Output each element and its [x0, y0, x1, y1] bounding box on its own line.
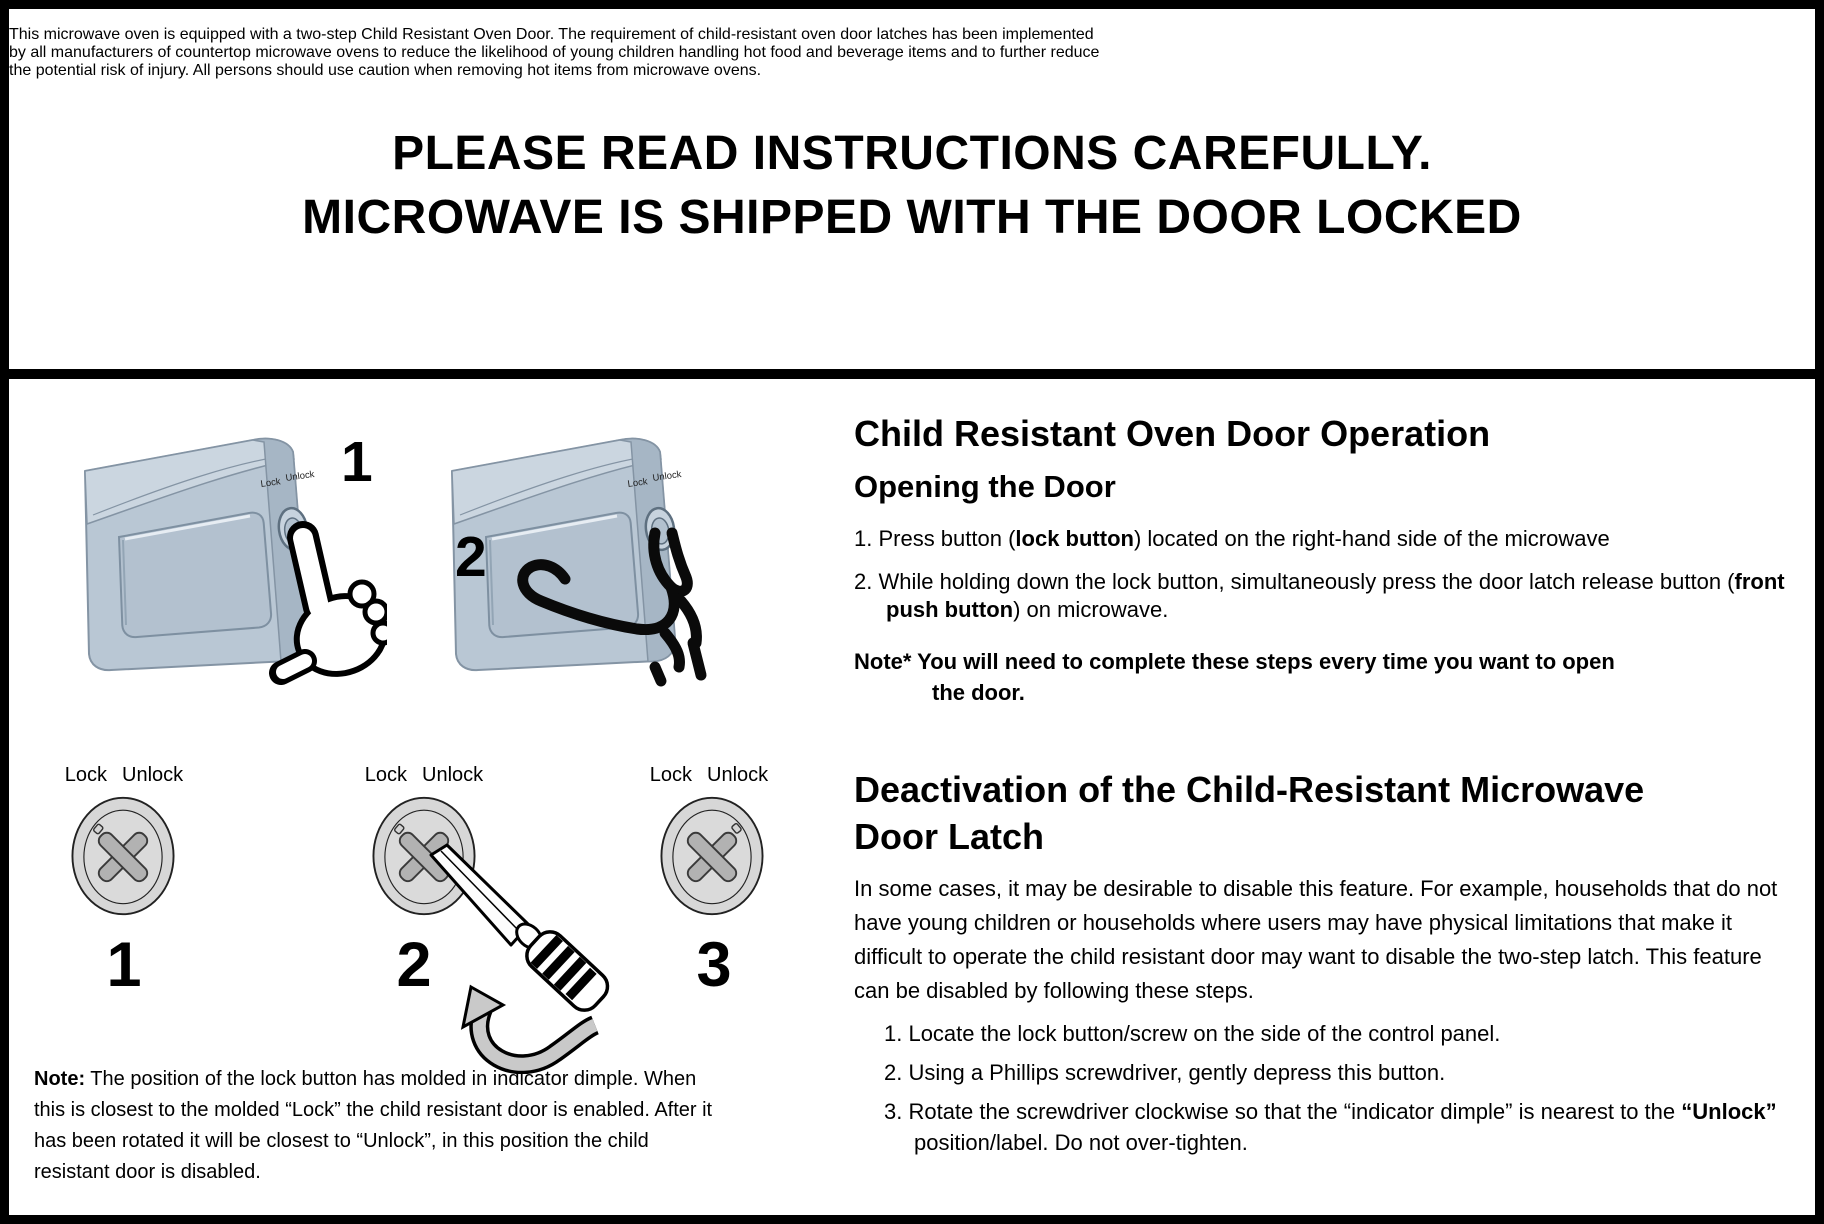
opening-step-1-text: 1. Press button ( [854, 526, 1016, 551]
operation-note-line-1: Note* You will need to complete these steps every time you want to open [854, 649, 1615, 674]
deactivation-title-line-2: Door Latch [854, 816, 1045, 857]
deactivation-paragraph: In some cases, it may be desirable to disable this feature. For example, households that do not have young children or households where users may have physical limitations that make it difficult to operate the child resistant door may want to disable the two-step latch. This feature can be disabled by following these steps. [854, 876, 1778, 1003]
operation-note-line-2: the door. [932, 680, 1025, 705]
dial-3-labels [624, 764, 794, 787]
lock-dial-figure-1 [61, 793, 185, 919]
deactivation-step-1-text: 1. Locate the lock button/screw on the side of the control panel. [884, 1021, 1501, 1046]
deactivation-step-2 [854, 1057, 1785, 1088]
operation-title: Child Resistant Oven Door Operation [854, 413, 1491, 454]
opening-step-2-bold: front push button [886, 569, 1785, 622]
dial-1-unlock-label: Unlock [122, 764, 184, 786]
dial-note-text: The position of the lock button has molded in indicator dimple. When this is closest to the molded “Lock” the child resistant door is enabled. After it has been rotated it will be closest to “Unlock”, in this position the child resistant door is disabled. [34, 1068, 713, 1183]
opening-step-1 [854, 525, 1785, 553]
side-label-lock: Lock [626, 476, 649, 490]
dial-1-lock-label: Lock [64, 764, 108, 786]
microwave-illustration-1 [57, 407, 387, 687]
press-step-number-1: 1 [341, 430, 373, 494]
lock-dial-figure-3 [650, 793, 774, 919]
dial-1-labels [39, 764, 209, 787]
dial-note-label: Note: [34, 1068, 86, 1090]
deactivation-step-3-bold: “Unlock” [1681, 1099, 1777, 1124]
content-area [9, 379, 1815, 1205]
opening-step-1-post: ) located on the right-hand side of the microwave [1133, 526, 1610, 551]
lock-dial-icon [61, 793, 185, 919]
dial-step-number-2: 2 [396, 930, 432, 1000]
opening-step-2-post: ) on microwave. [1013, 597, 1169, 622]
deactivation-step-3-post: position/label. Do not over-tighten. [914, 1130, 1248, 1155]
deactivation-step-3-text: 3. Rotate the screwdriver clockwise so that the “indicator dimple” is nearest to the [884, 1099, 1682, 1124]
deactivation-step-2-text: 2. Using a Phillips screwdriver, gently depress this button. [884, 1060, 1446, 1085]
top-section [9, 9, 1815, 379]
side-label-unlock: Unlock [284, 469, 316, 484]
screwdriver-icon [417, 839, 632, 1074]
heading-line-1: PLEASE READ INSTRUCTIONS CAREFULLY. [392, 127, 1432, 180]
side-label-unlock: Unlock [651, 469, 683, 484]
deactivation-step-3 [854, 1096, 1785, 1158]
opening-step-2-text: 2. While holding down the lock button, simultaneously press the door latch release button ( [854, 569, 1735, 594]
intro-line-1: This microwave oven is equipped with a two-step Child Resistant Oven Door. The requirement of child-resistant oven door latches has been implemented [9, 26, 1094, 43]
press-step-number-2: 2 [455, 525, 487, 589]
deactivation-title-line-1: Deactivation of the Child-Resistant Microwave [854, 769, 1645, 810]
dial-3-lock-label: Lock [649, 764, 693, 786]
main-warning-heading [9, 122, 1815, 250]
dial-3-unlock-label: Unlock [707, 764, 769, 786]
dial-2-labels [339, 764, 509, 787]
dial-step-number-3: 3 [696, 930, 732, 1000]
opening-step-2 [854, 568, 1785, 624]
intro-line-3: the potential risk of injury. All persons should use caution when removing hot items from microwave ovens. [9, 62, 762, 79]
opening-door-subtitle: Opening the Door [854, 469, 1116, 504]
lock-dial-icon [650, 793, 774, 919]
screwdriver-figure [417, 839, 632, 1074]
intro-line-2: by all manufacturers of countertop microwave ovens to reduce the likelihood of young children handling hot food and beverage items and to further reduce [9, 44, 1100, 61]
figure-press-lock-button [57, 407, 387, 687]
dial-2-unlock-label: Unlock [422, 764, 484, 786]
illustration-column [9, 379, 854, 1205]
deactivation-step-1 [854, 1018, 1785, 1049]
dial-note [34, 1064, 728, 1188]
opening-step-1-bold: lock button [1015, 526, 1134, 551]
operation-note [854, 646, 1785, 708]
deactivation-title [854, 766, 1785, 860]
instructions-column [854, 379, 1815, 1205]
dial-2-lock-label: Lock [364, 764, 408, 786]
heading-line-2: MICROWAVE IS SHIPPED WITH THE DOOR LOCKED [302, 191, 1522, 244]
dial-step-number-1: 1 [106, 930, 142, 1000]
side-label-lock: Lock [259, 476, 282, 490]
